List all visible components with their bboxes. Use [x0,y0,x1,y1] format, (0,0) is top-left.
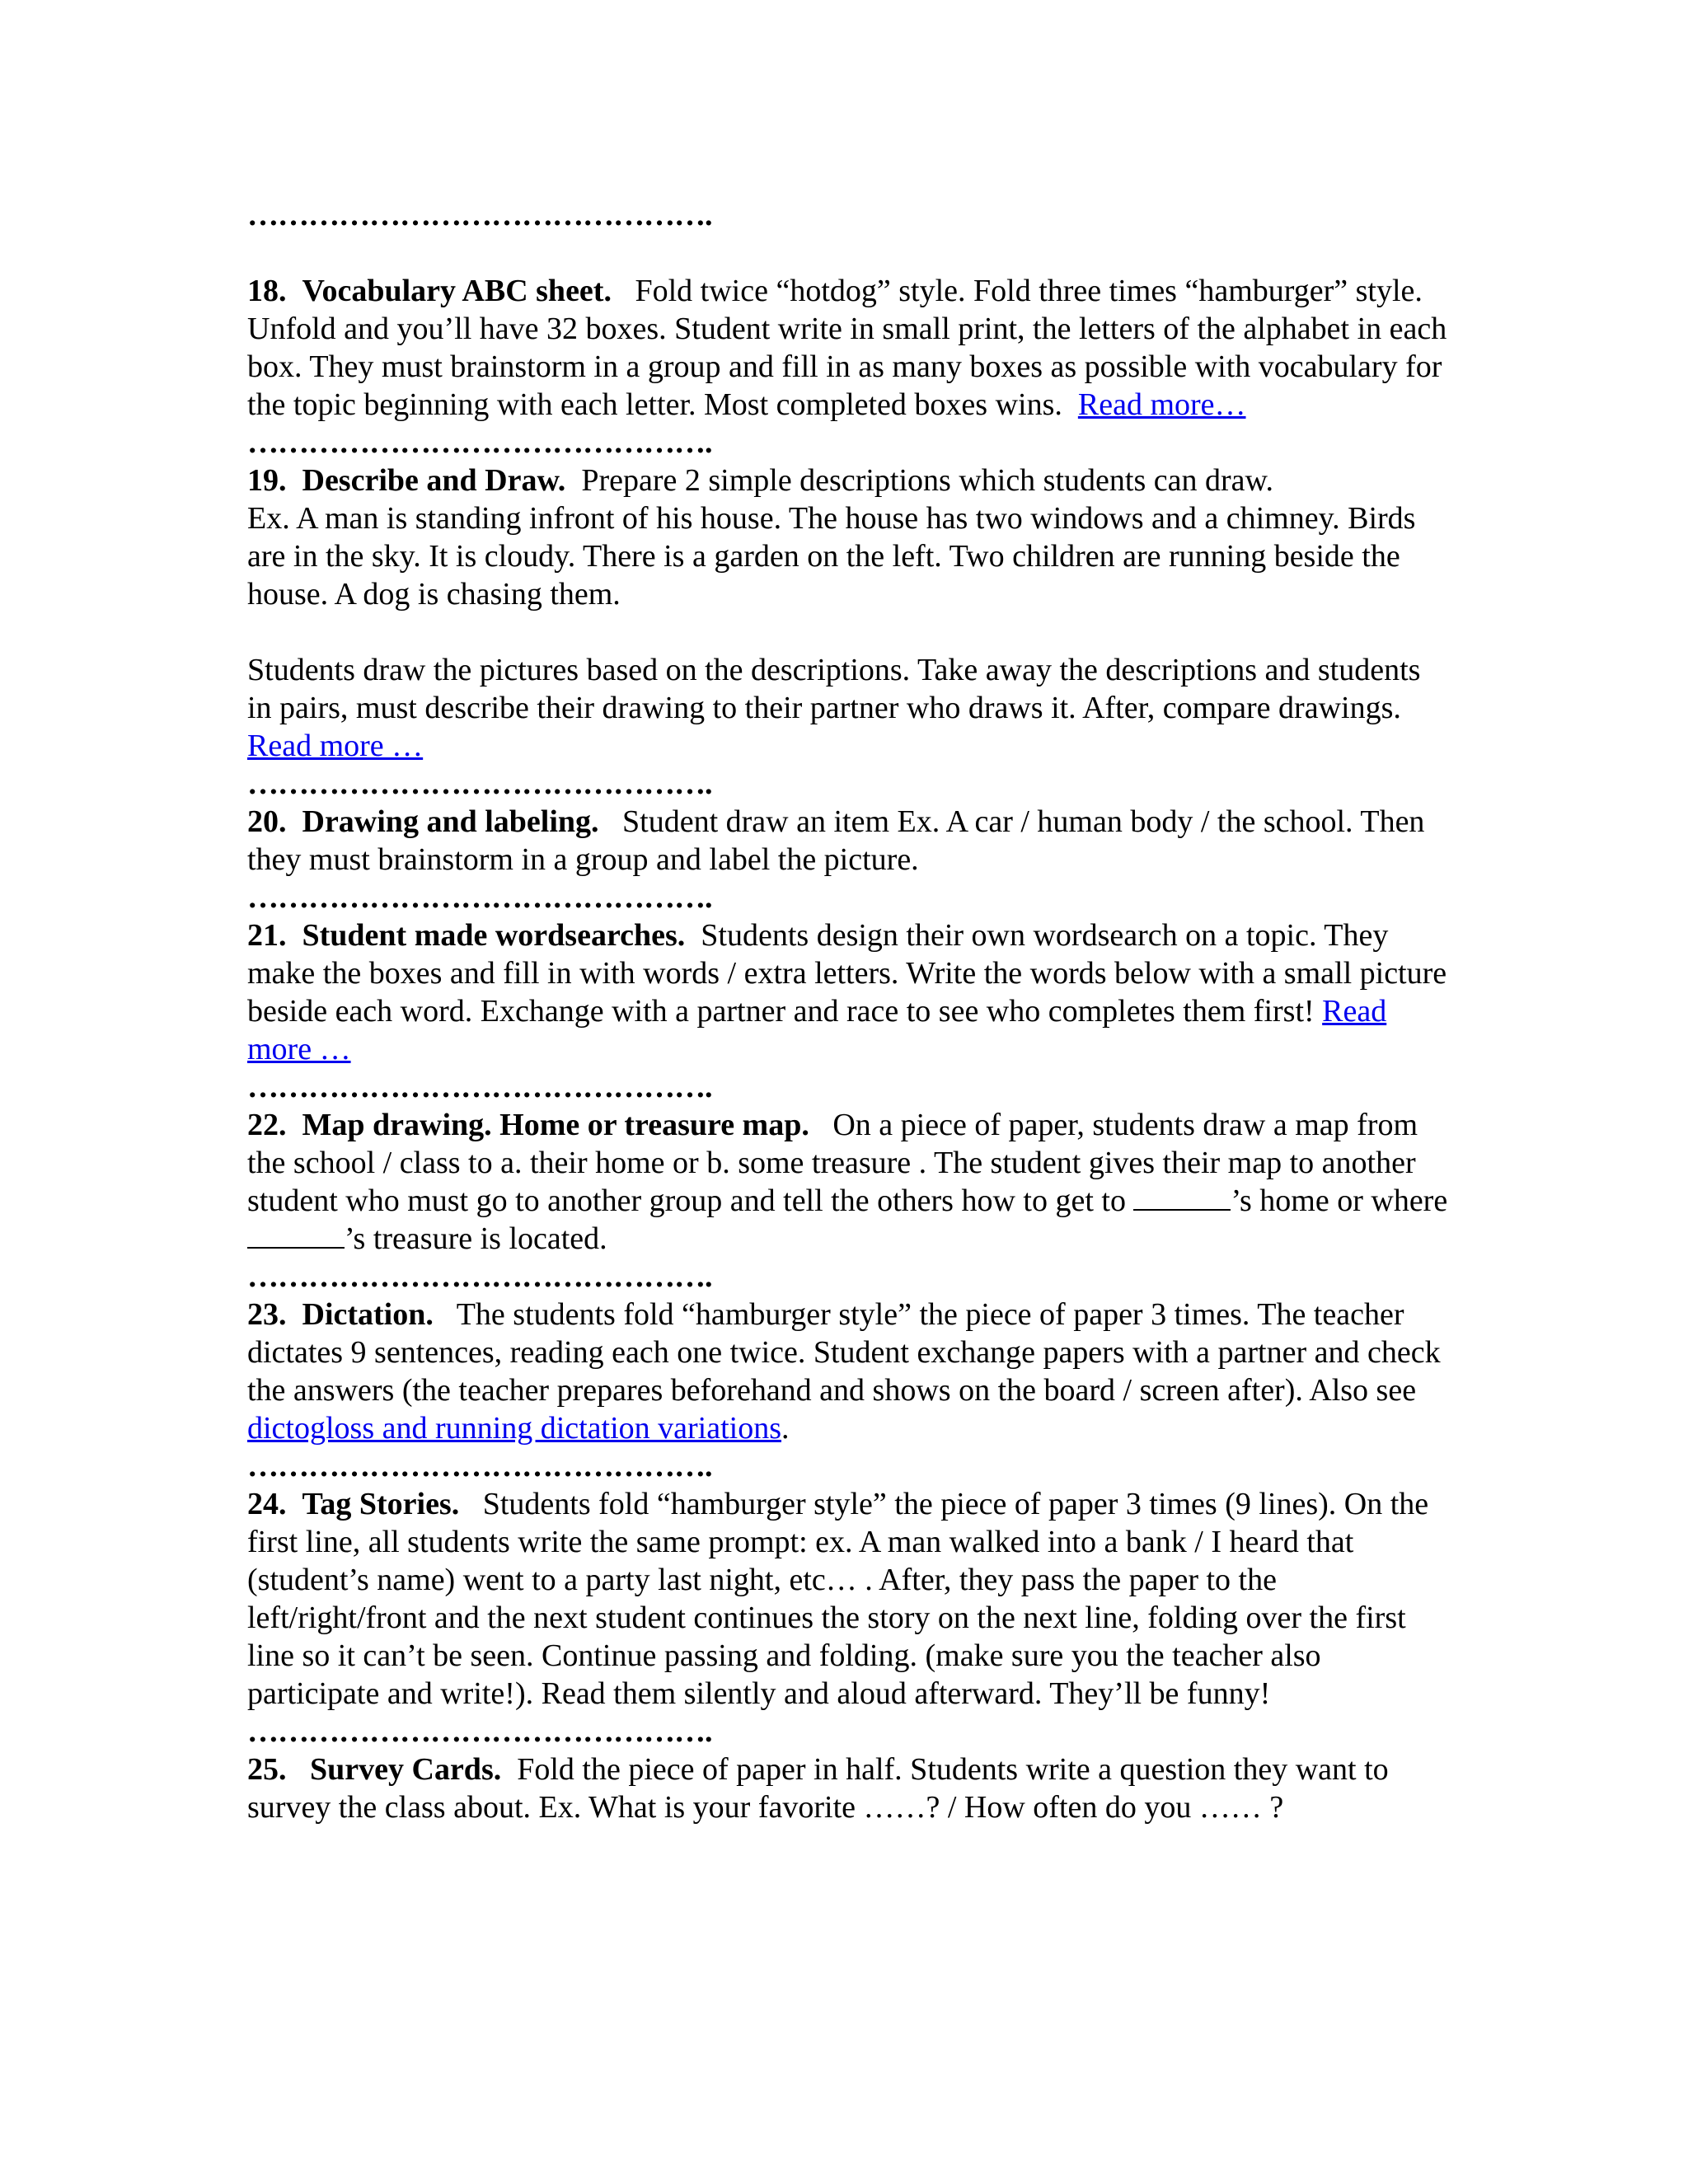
item-text: Students fold “hamburger style” the piece of paper 3 times (9 lines). On the first line, all students write the same prompt: ex. A man walked into a bank / I heard that (student’s name) went to a party last night, etc… . After, they pass the paper to the left/right/front and the next student continues the story on the next line, folding over the first line so it can’t be seen. Continue passing and folding. (make sure you the teacher also participate and write!). Read them silently and aloud afterward. They’ll be funny! [247,1487,1429,1711]
read-more-link[interactable]: Read more… [1077,387,1246,422]
item-text: Fold twice “hotdog” style. Fold three times “hamburger” style. Unfold and you’ll have 32 boxes. Student write in small print, the letters of the alphabet in each box. They must brainstorm in a group and fill in as many boxes as possible with vocabulary for the topic beginning with each letter. Most completed boxes wins. [247,274,1447,422]
item-paragraph [247,1106,1451,1258]
item-23 [247,1296,1451,1447]
separator: ………………………………………. [247,1259,712,1294]
separator: ………………………………………. [247,1714,712,1749]
item-paragraph [247,1296,1451,1447]
item-paragraph [247,272,1451,424]
item-text: Fold the piece of paper in half. Students write a question they want to survey the class about. Ex. What is your favorite ……? / How often do you …… ? [247,1752,1389,1825]
item-title: Drawing and labeling. [302,804,599,839]
item-text: Students design their own wordsearch on a topic. They make the boxes and fill in with words / extra letters. Write the words below with a small picture beside each word. Exchange with a partner and race to see who completes them first! [247,918,1447,1029]
item-25 [247,1750,1451,1826]
item-number: 19. [247,463,287,498]
separator: ………………………………………. [247,880,712,915]
item-text: Student draw an item Ex. A car / human body / the school. Then they must brainstorm in a group and label the picture. [247,804,1425,877]
item-text: . [781,1411,790,1446]
item-title: Student made wordsearches. [302,918,686,953]
item-21 [247,916,1451,1068]
separator: ………………………………………. [247,766,712,801]
item-text: ’s home or where [1231,1183,1448,1218]
fill-in-blank [247,1221,345,1249]
item-text: ’s treasure is located. [345,1221,607,1256]
item-text: On a piece of paper, students draw a map from the school / class to a. their home or b. some treasure . The student gives their map to another student who must go to another group and tell the others how to get to [247,1108,1418,1218]
item-paragraph [247,1750,1451,1826]
item-22 [247,1106,1451,1258]
separator: ………………………………………. [247,425,712,460]
item-text: Students draw the pictures based on the descriptions. Take away the descriptions and students in pairs, must describe their drawing to their partner who draws it. After, compare drawings. [247,653,1421,725]
item-paragraph [247,462,1451,499]
item-title: Tag Stories. [302,1487,460,1521]
item-number: 20. [247,804,287,839]
item-paragraph: Ex. A man is standing infront of his house. The house has two windows and a chimney. Birds are in the sky. It is cloudy. There is a garden on the left. Two children are running beside the house. A dog is chasing them. [247,501,1416,612]
item-title: Survey Cards. [310,1752,502,1787]
read-more-link[interactable]: Read more … [247,994,1387,1066]
item-paragraph [247,1485,1451,1713]
item-24 [247,1485,1451,1713]
spacer [247,613,1451,651]
separator: ………………………………………. [247,198,712,232]
document-page [247,196,1451,1826]
fill-in-blank [1133,1183,1231,1211]
item-number: 24. [247,1487,287,1521]
separator: ………………………………………. [247,1449,712,1483]
item-title: Map drawing. Home or treasure map. [302,1108,809,1142]
item-title: Dictation. [302,1297,434,1332]
item-title: Vocabulary ABC sheet. [302,274,612,308]
item-paragraph [247,916,1451,1068]
item-number: 18. [247,274,287,308]
spacer [247,234,1451,272]
item-title: Describe and Draw. [302,463,566,498]
item-paragraph [247,803,1451,879]
read-more-link[interactable]: Read more … [247,729,424,763]
item-paragraph [247,651,1451,765]
separator: ………………………………………. [247,1070,712,1104]
item-19 [247,462,1451,765]
item-number: 22. [247,1108,287,1142]
dictation-variations-link[interactable]: dictogloss and running dictation variations [247,1411,782,1446]
item-18 [247,272,1451,424]
item-20 [247,803,1451,879]
item-number: 21. [247,918,287,953]
item-number: 25. [247,1752,287,1787]
item-number: 23. [247,1297,287,1332]
item-text: Prepare 2 simple descriptions which students can draw. [581,463,1273,498]
item-text: The students fold “hamburger style” the piece of paper 3 times. The teacher dictates 9 sentences, reading each one twice. Student exchange papers with a partner and check the answers (the teacher prepares beforehand and shows on the board / screen after). Also see [247,1297,1441,1408]
